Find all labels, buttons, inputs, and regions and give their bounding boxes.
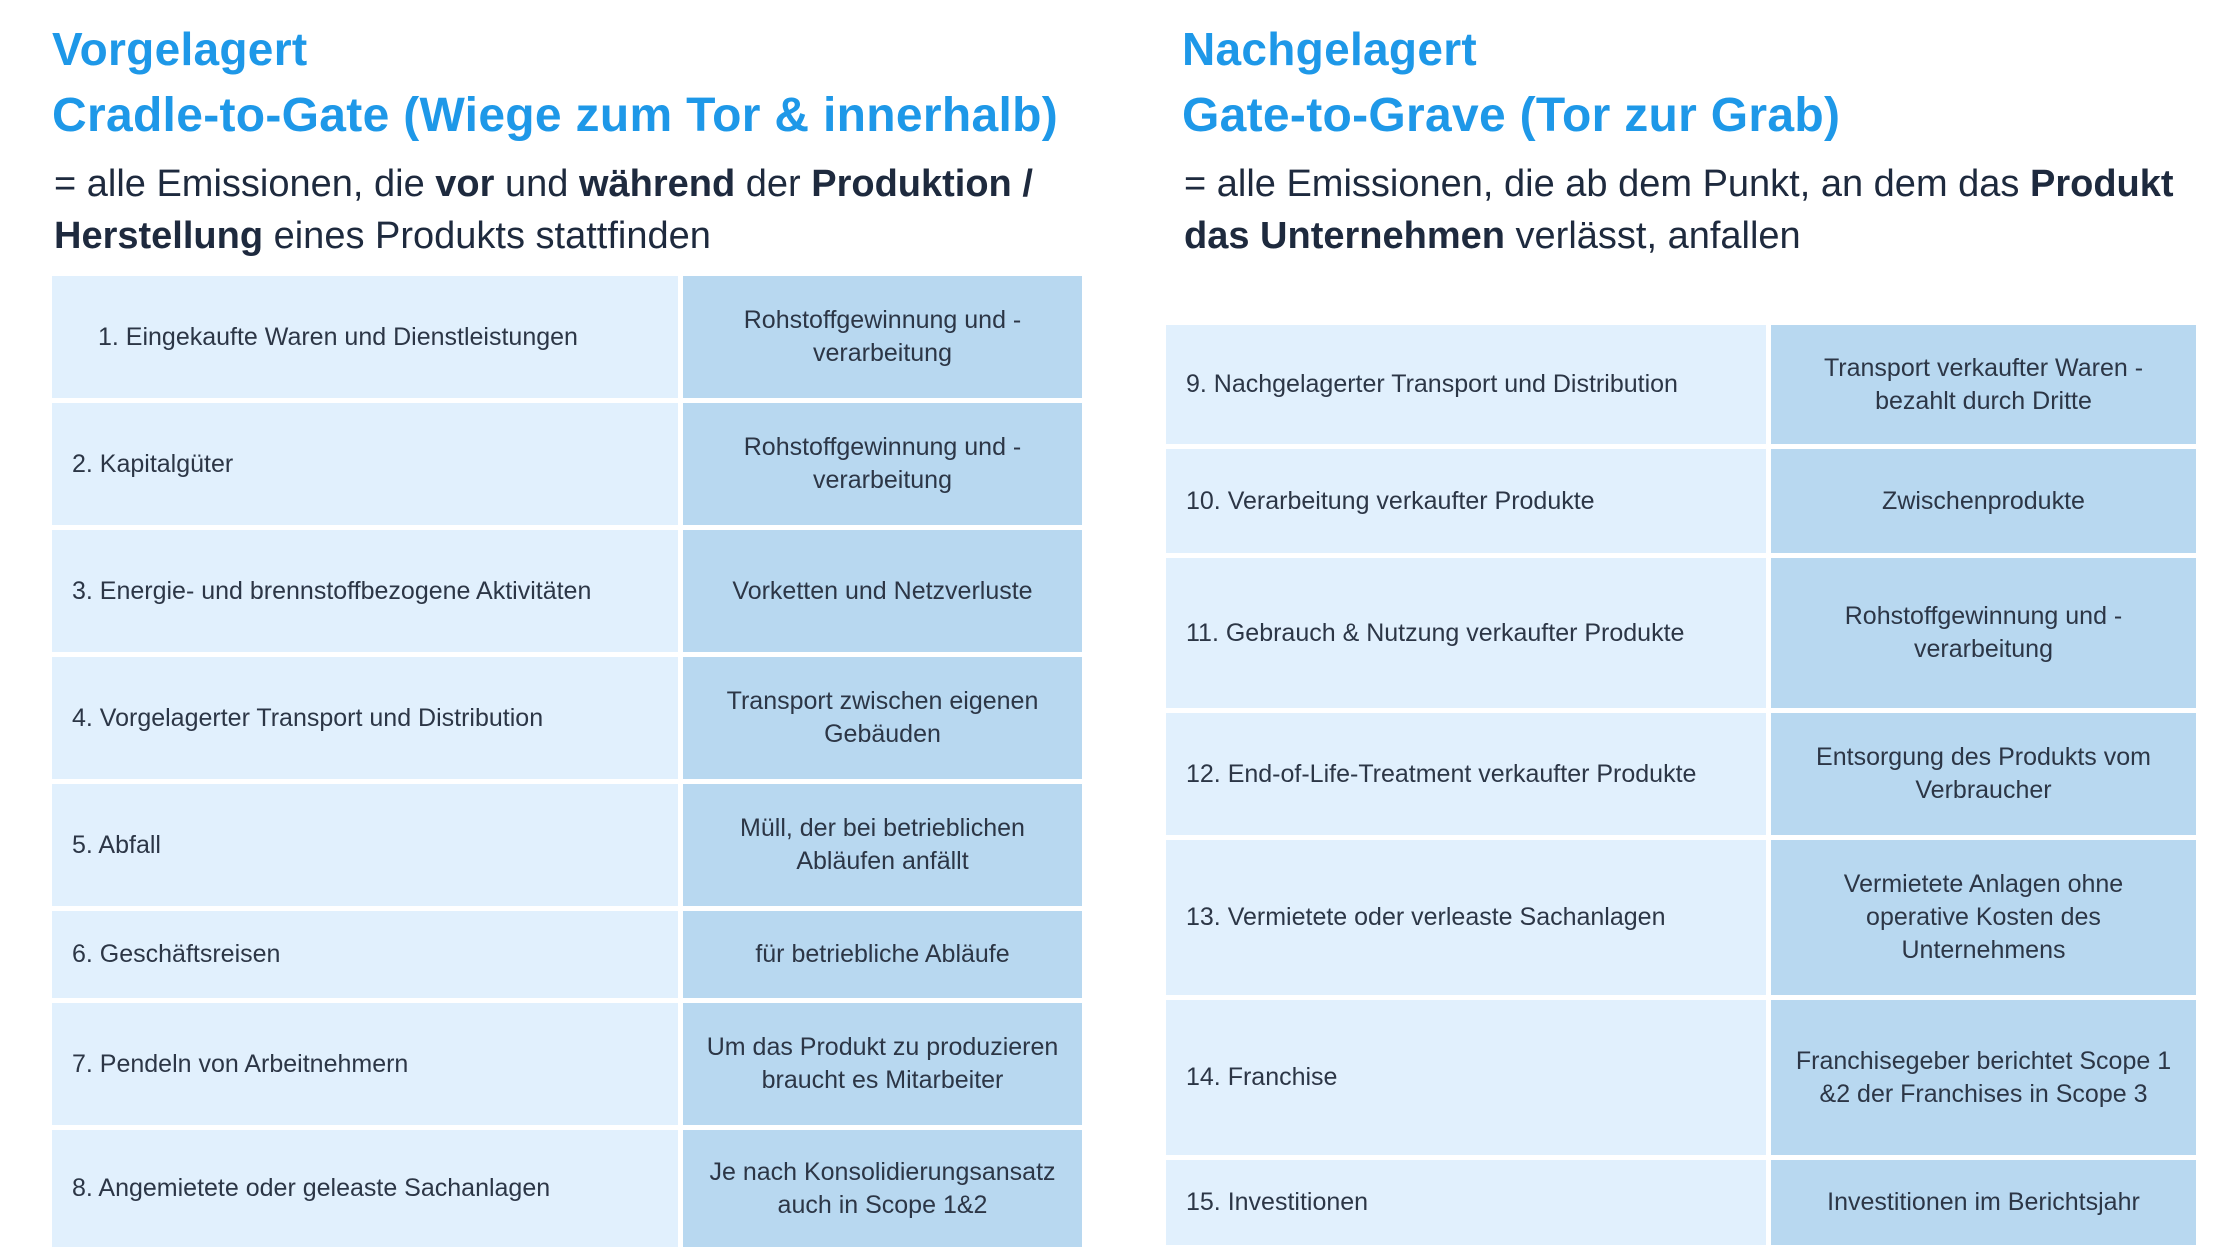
desc-bold: vor	[435, 163, 495, 205]
category-cell: 11. Gebrauch & Nutzung verkaufter Produkte	[1166, 558, 1771, 713]
description-cell: Zwischenprodukte	[1771, 449, 2196, 558]
desc-text: = alle Emissionen, die	[54, 163, 436, 205]
table-row	[1166, 1160, 2196, 1250]
category-cell: 4. Vorgelagerter Transport und Distribution	[52, 657, 683, 784]
table-row	[1166, 449, 2196, 558]
category-cell: 2. Kapitalgüter	[52, 403, 683, 530]
desc-bold: Produktion / Herstellung	[54, 163, 1033, 257]
desc-text: und	[494, 163, 579, 205]
category-cell: 15. Investitionen	[1166, 1160, 1771, 1250]
downstream-table	[1166, 325, 2196, 1250]
upstream-table	[52, 276, 1082, 1252]
description-cell: für betriebliche Abläufe	[683, 911, 1082, 1003]
category-cell: 3. Energie- und brennstoffbezogene Aktivitäten	[52, 530, 683, 657]
desc-text: verlässt, anfallen	[1504, 215, 1801, 257]
category-cell: 8. Angemietete oder geleaste Sachanlagen	[52, 1130, 683, 1252]
table-row	[52, 911, 1082, 1003]
table-row	[52, 1130, 1082, 1252]
desc-text: = alle Emissionen, die ab dem Punkt, an dem das	[1184, 163, 2030, 205]
description-cell: Rohstoffgewinnung und -verarbeitung	[683, 276, 1082, 403]
description-cell: Um das Produkt zu produzieren braucht es Mitarbeiter	[683, 1003, 1082, 1130]
desc-bold: Produkt das Unternehmen	[1184, 163, 2174, 257]
downstream-description	[1184, 158, 2184, 262]
table-row	[52, 276, 1082, 403]
description-cell: Rohstoffgewinnung und -verarbeitung	[1771, 558, 2196, 713]
category-cell: 1. Eingekaufte Waren und Dienstleistungen	[52, 276, 683, 403]
upstream-description	[54, 158, 1104, 262]
downstream-title: Nachgelagert	[1182, 23, 1478, 75]
description-cell: Vermietete Anlagen ohne operative Kosten des Unternehmens	[1771, 840, 2196, 1000]
desc-text: der	[735, 163, 812, 205]
table-row	[1166, 558, 2196, 713]
category-cell: 9. Nachgelagerter Transport und Distribution	[1166, 325, 1771, 449]
description-cell: Entsorgung des Produkts vom Verbraucher	[1771, 713, 2196, 840]
table-row	[52, 403, 1082, 530]
description-cell: Transport zwischen eigenen Gebäuden	[683, 657, 1082, 784]
category-cell: 6. Geschäftsreisen	[52, 911, 683, 1003]
category-cell: 10. Verarbeitung verkaufter Produkte	[1166, 449, 1771, 558]
desc-text: eines Produkts stattfinden	[263, 215, 711, 257]
description-cell: Transport verkaufter Waren - bezahlt durch Dritte	[1771, 325, 2196, 449]
table-row	[52, 530, 1082, 657]
table-row	[1166, 713, 2196, 840]
description-cell: Franchisegeber berichtet Scope 1 &2 der Franchises in Scope 3	[1771, 1000, 2196, 1160]
table-row	[52, 784, 1082, 911]
category-cell: 14. Franchise	[1166, 1000, 1771, 1160]
upstream-subtitle: Cradle-to-Gate (Wiege zum Tor & innerhalb)	[52, 89, 1058, 142]
upstream-title: Vorgelagert	[52, 23, 308, 75]
downstream-subtitle: Gate-to-Grave (Tor zur Grab)	[1182, 89, 1841, 142]
table-row	[1166, 325, 2196, 449]
description-cell: Je nach Konsolidierungsansatz auch in Scope 1&2	[683, 1130, 1082, 1252]
description-cell: Investitionen im Berichtsjahr	[1771, 1160, 2196, 1250]
table-row	[52, 1003, 1082, 1130]
category-cell: 7. Pendeln von Arbeitnehmern	[52, 1003, 683, 1130]
description-cell: Müll, der bei betrieblichen Abläufen anfällt	[683, 784, 1082, 911]
table-row	[1166, 840, 2196, 1000]
category-cell: 12. End-of-Life-Treatment verkaufter Produkte	[1166, 713, 1771, 840]
description-cell: Vorketten und Netzverluste	[683, 530, 1082, 657]
desc-bold: während	[578, 163, 736, 205]
category-cell: 5. Abfall	[52, 784, 683, 911]
category-cell: 13. Vermietete oder verleaste Sachanlagen	[1166, 840, 1771, 1000]
table-row	[52, 657, 1082, 784]
table-row	[1166, 1000, 2196, 1160]
description-cell: Rohstoffgewinnung und -verarbeitung	[683, 403, 1082, 530]
